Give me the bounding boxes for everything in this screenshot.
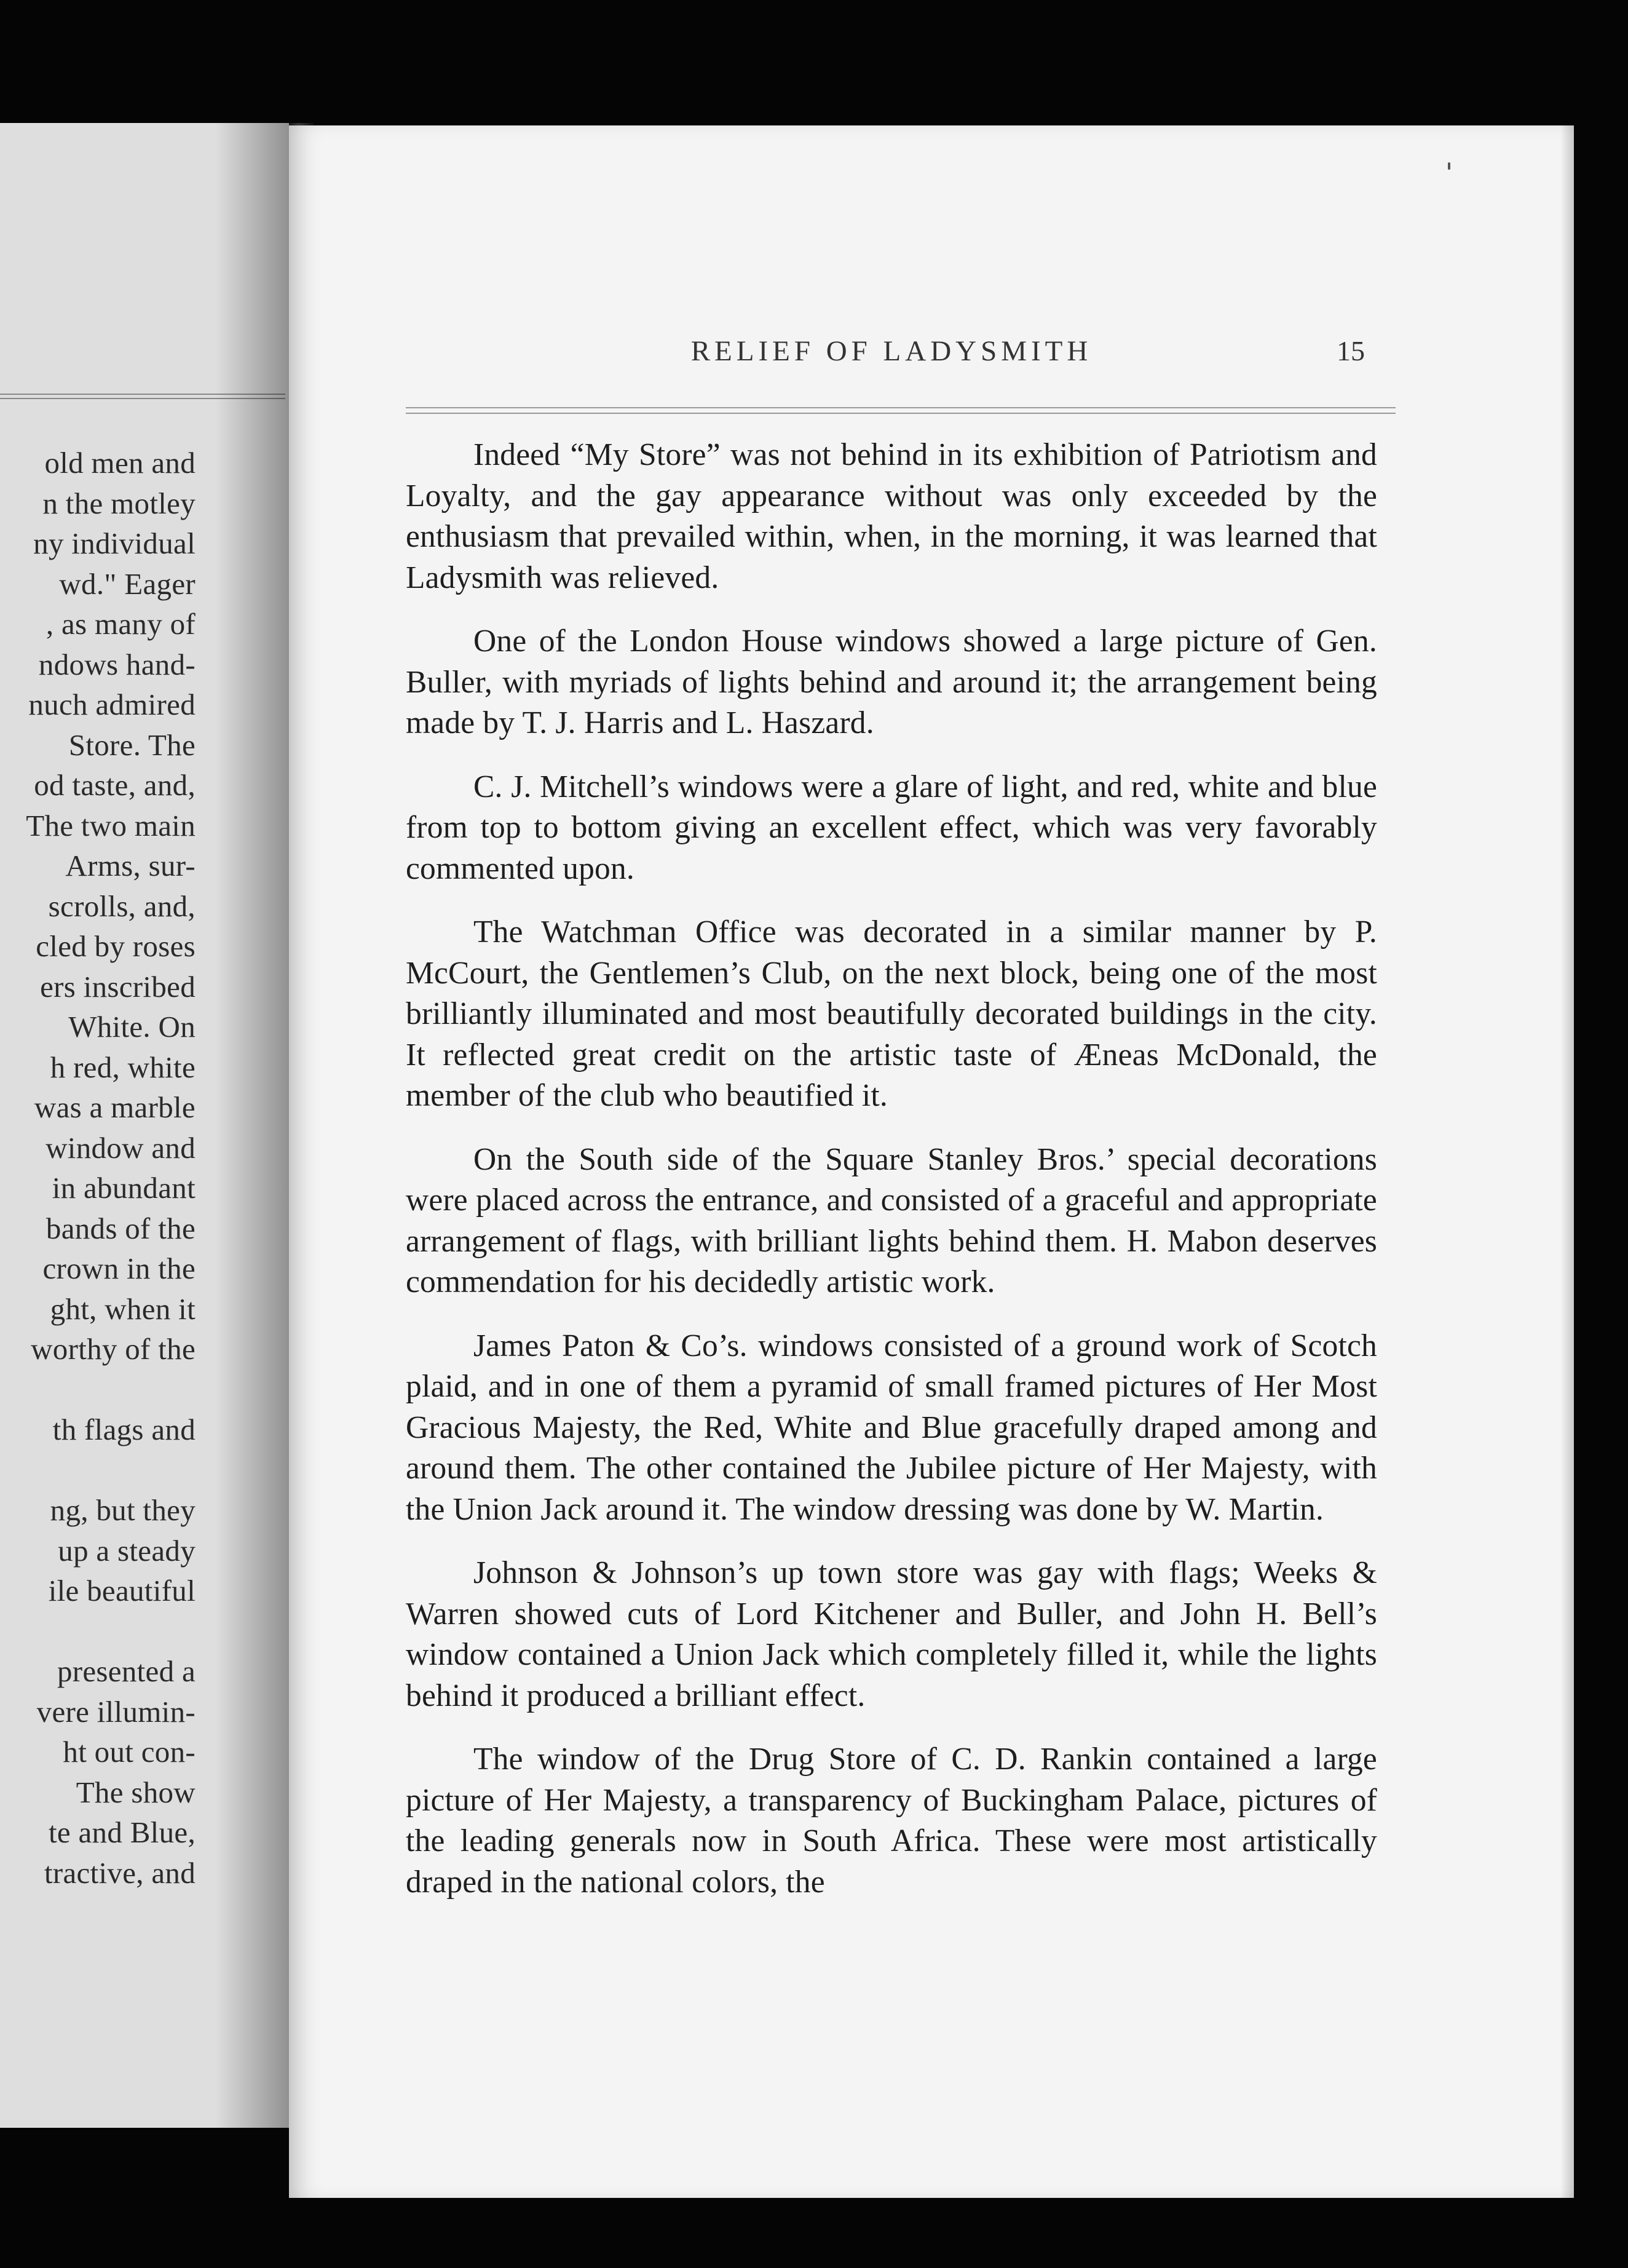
left-page-line: , as many of: [45, 607, 196, 641]
gutter-shadow: [215, 123, 289, 2128]
paragraph: James Paton & Co’s. windows consisted of a ground work of Scotch plaid, and in one of them a pyramid of small framed pictures of Her Most Gracious Majesty, the Red, White and Blue gracefully draped among and around them. The other contained the Jubilee picture of Her Majesty, with the Union Jack around it. The window dressing was done by W. Martin.: [406, 1328, 1377, 1527]
paragraph: The window of the Drug Store of C. D. Rankin contained a large picture of Her Majesty, a transparency of Buckingham Palace, pictures of the leading generals now in South Africa. These were most artistically draped in the national colors, the: [406, 1742, 1377, 1900]
left-facing-page: [0, 123, 289, 2128]
paragraph: C. J. Mitchell’s windows were a glare of light, and red, white and blue from top to bottom giving an excellent effect, which was very favorably commented upon.: [406, 769, 1377, 886]
left-page-line: ht out con-: [63, 1735, 196, 1769]
left-page-line: cled by roses: [36, 929, 196, 963]
left-page-line: in abundant: [52, 1171, 196, 1205]
left-page-line: was a marble: [34, 1090, 196, 1124]
left-page-line: ers inscribed: [40, 969, 196, 1004]
paragraph: Johnson & Johnson’s up town store was gay with flags; Weeks & Warren showed cuts of Lord Kitchener and Buller, and John H. Bell’s window contained a Union Jack which completely filled it, while the lights behind it produced a brilliant effect.: [406, 1555, 1377, 1713]
left-page-line: th flags and: [52, 1413, 196, 1446]
left-page-line: crown in the: [42, 1251, 196, 1285]
left-page-line: [0, 1370, 196, 1410]
left-page-line: ndows hand-: [38, 647, 196, 681]
left-page-line: vere illumin-: [36, 1694, 196, 1729]
left-page-line: presented a: [57, 1654, 196, 1688]
left-page-line: te and Blue,: [48, 1815, 196, 1849]
left-page-line: bands of the: [45, 1211, 196, 1245]
left-page-line: [0, 1611, 196, 1652]
header-rule: [406, 407, 1396, 414]
left-page-line: up a steady: [58, 1533, 196, 1568]
running-title: RELIEF OF LADYSMITH: [690, 335, 1093, 367]
left-page-line: Arms, sur-: [65, 849, 196, 882]
left-page-line: [0, 1450, 196, 1491]
left-page-line: window and: [45, 1130, 196, 1165]
paragraph: The Watchman Office was decorated in a similar manner by P. McCourt, the Gentlemen’s Club, on the next block, being one of the most brilliantly illuminated and most beautifully decorated buildings in the city. It reflected great credit on the artistic taste of Æneas McDonald, the member of the club who beautified it.: [406, 914, 1377, 1113]
left-page-line: old men and: [44, 446, 196, 480]
left-page-line: ny individual: [33, 526, 196, 560]
left-page-line: n the motley: [42, 486, 196, 520]
left-page-line: worthy of the: [31, 1332, 196, 1366]
left-page-text-fragment: [0, 443, 196, 1893]
left-page-line: scrolls, and,: [48, 889, 196, 923]
left-page-line: h red, white: [50, 1050, 196, 1084]
page-number: 15: [1337, 335, 1365, 367]
left-page-line: ile beautiful: [48, 1574, 196, 1608]
page-content: [406, 335, 1377, 1925]
paragraph: On the South side of the Square Stanley Bros.’ special decorations were placed across the entrance, and consisted of a graceful and appropriate arrangement of flags, with brilliant lights behind them. H. Mabon deserves commendation for his decidedly artistic work.: [406, 1141, 1377, 1299]
right-page: [289, 125, 1574, 2198]
left-page-line: White. On: [68, 1010, 196, 1044]
left-page-line: The two main: [26, 808, 196, 843]
running-head: [406, 335, 1377, 378]
left-page-line: od taste, and,: [34, 768, 196, 802]
left-page-line: tractive, and: [44, 1855, 196, 1890]
left-page-line: Store. The: [68, 728, 196, 762]
page-edge-shadow: [1560, 125, 1574, 2198]
left-page-line: The show: [76, 1775, 196, 1809]
left-page-line: ng, but they: [50, 1493, 196, 1527]
paragraph: Indeed “My Store” was not behind in its exhibition of Patriotism and Loyalty, and the gay appearance without was only exceeded by the enthusiasm that prevailed within, when, in the morning, it was learned that Ladysmith was relieved.: [406, 437, 1377, 595]
dust-speck: [1448, 162, 1450, 170]
left-page-line: ght, when it: [50, 1291, 196, 1326]
left-page-line: nuch admired: [28, 688, 196, 721]
left-page-line: wd." Eager: [59, 566, 196, 601]
body-text: [406, 435, 1377, 1903]
paragraph: One of the London House windows showed a large picture of Gen. Buller, with myriads of lights behind and around it; the arrangement being made by T. J. Harris and L. Haszard.: [406, 624, 1377, 740]
